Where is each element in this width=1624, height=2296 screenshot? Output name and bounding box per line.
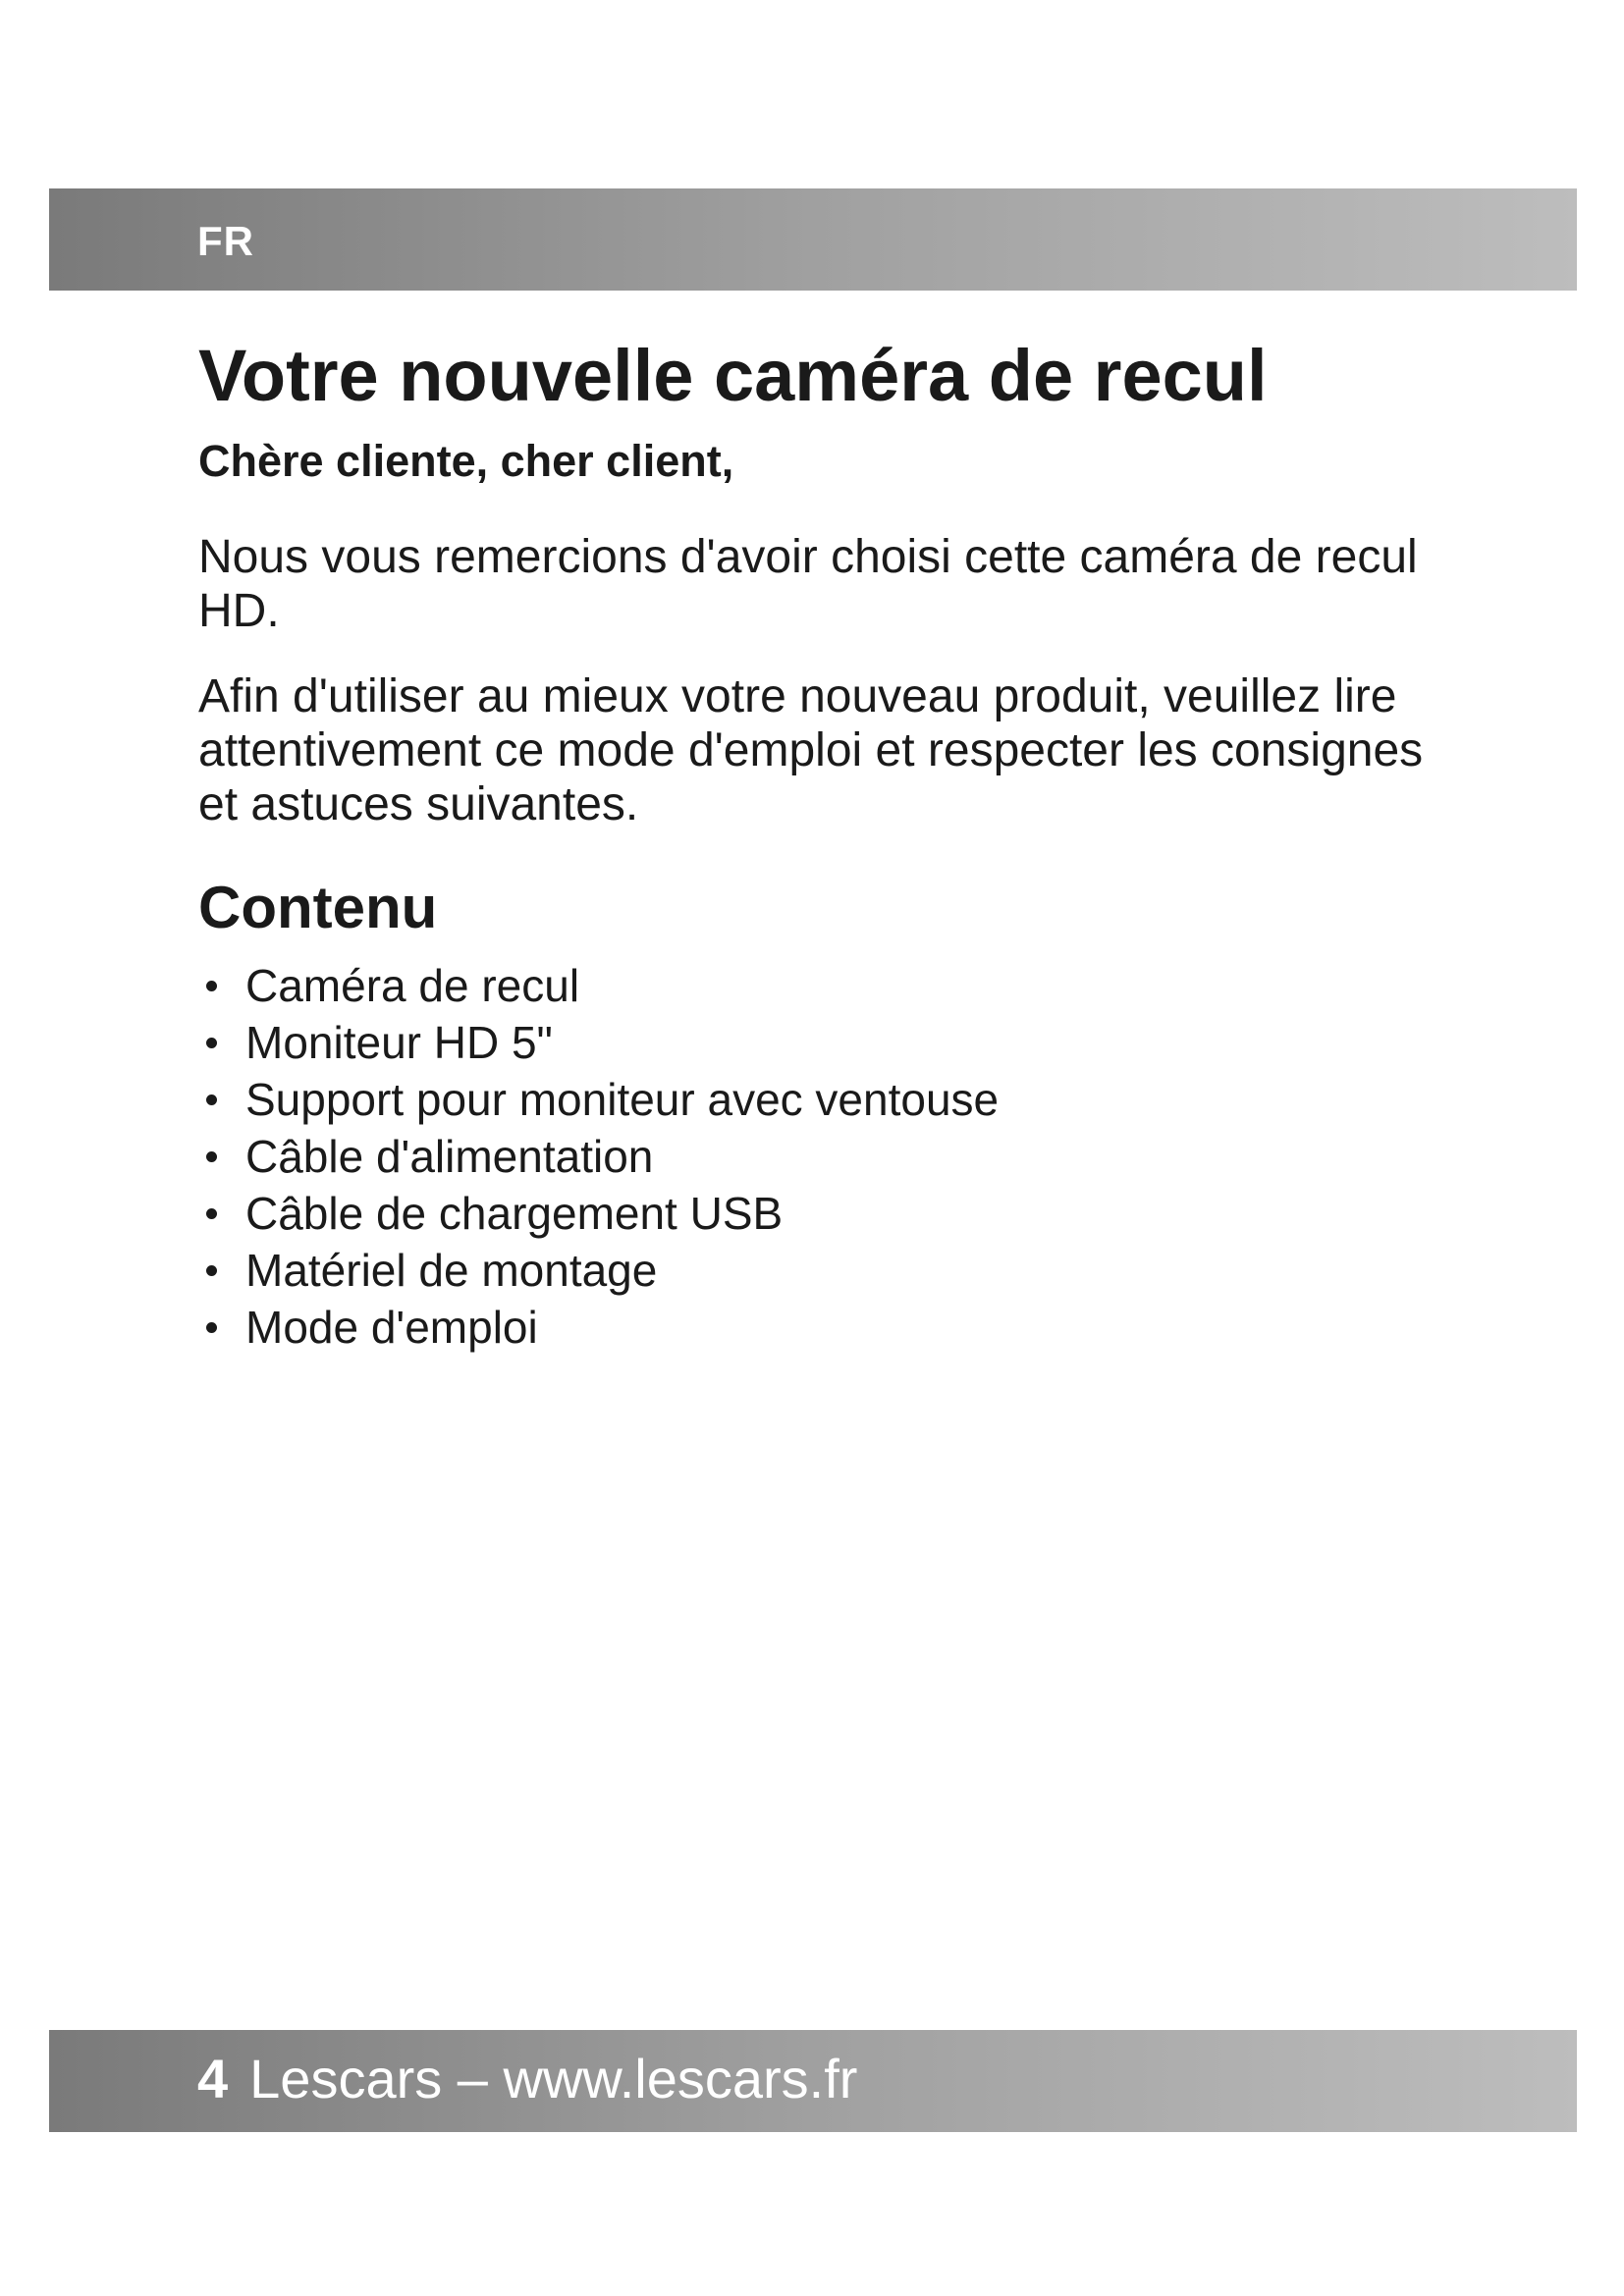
list-item: Mode d'emploi [198, 1299, 1465, 1356]
greeting: Chère cliente, cher client, [198, 436, 734, 486]
footer-text [197, 2045, 857, 2113]
language-label: FR [197, 218, 254, 264]
page-title: Votre nouvelle caméra de recul [198, 335, 1268, 416]
list-item: Moniteur HD 5" [198, 1014, 1465, 1071]
contents-list [198, 957, 1465, 1356]
header-band [49, 188, 1577, 291]
list-item: Câble d'alimentation [198, 1128, 1465, 1185]
list-item: Matériel de montage [198, 1242, 1465, 1299]
list-item: Support pour moniteur avec ventouse [198, 1071, 1465, 1128]
instructions-paragraph: Afin d'utiliser au mieux votre nouveau produit, veuillez lire attentivement ce mode d'emploi et respecter les consignes et astuces suivantes. [198, 670, 1424, 830]
main-content [198, 329, 1465, 1356]
footer-band [49, 2030, 1577, 2132]
intro-paragraph: Nous vous remercions d'avoir choisi cette caméra de recul HD. [198, 531, 1418, 637]
page-number: 4 [197, 2048, 229, 2109]
list-item: Câble de chargement USB [198, 1185, 1465, 1242]
contents-heading: Contenu [198, 875, 438, 940]
list-item: Caméra de recul [198, 957, 1465, 1014]
footer-brand-url: Lescars – www.lescars.fr [249, 2048, 858, 2109]
